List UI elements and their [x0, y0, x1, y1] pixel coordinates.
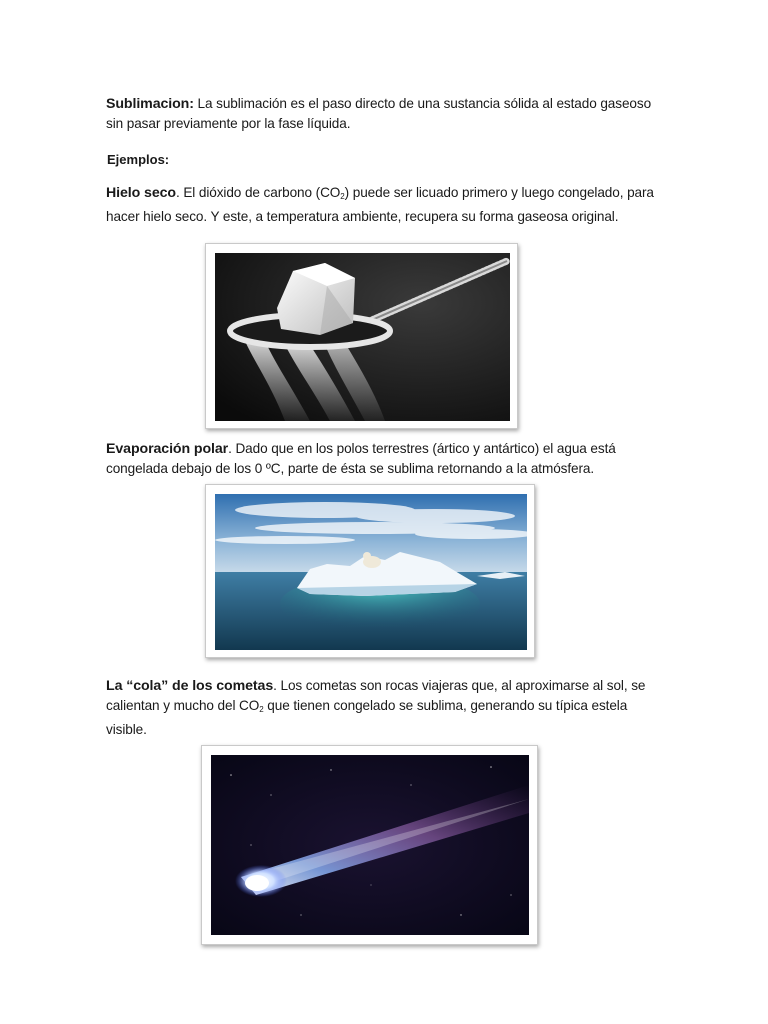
- example-title: La “cola” de los cometas: [106, 678, 274, 694]
- examples-heading: Ejemplos:: [107, 152, 170, 167]
- example-title: Hielo seco: [106, 185, 176, 201]
- example-text: que tienen congelado se sublima, generando su típica estela visible.: [106, 698, 628, 737]
- polar-photo-frame: [205, 484, 535, 658]
- intro-definition: La sublimación es el paso directo de una sustancia sólida al estado gaseoso sin pasar previamente por la fase líquida.: [106, 96, 652, 131]
- comet-photo-frame: [201, 745, 538, 945]
- subscript: 2: [259, 705, 264, 714]
- comet-photo: [211, 755, 529, 935]
- intro-term: Sublimacion:: [106, 96, 194, 112]
- example-title: Evaporación polar: [106, 441, 229, 457]
- example-comet-paragraph: [106, 676, 666, 740]
- example-dry-ice-paragraph: [106, 183, 666, 227]
- example-polar-paragraph: [106, 439, 666, 479]
- polar-photo: [215, 494, 527, 650]
- dry-ice-photo: [215, 253, 510, 421]
- intro-paragraph: [106, 94, 666, 134]
- example-text: . Los cometas son rocas viajeras que, al aproximarse al sol, se calientan y mucho del CO: [106, 678, 646, 713]
- example-text: . El dióxido de carbono (CO: [175, 185, 341, 200]
- example-text: . Dado que en los polos terrestres (ártico y antártico) el agua está congelada debajo de los 0 ºC, parte de ésta se sublima retornando a la atmósfera.: [106, 441, 616, 476]
- subscript: 2: [340, 192, 345, 201]
- dry-ice-photo-frame: [205, 243, 518, 429]
- example-text: ) puede ser licuado primero y luego congelado, para hacer hielo seco. Y este, a temperatura ambiente, recupera su forma gaseosa original.: [106, 185, 654, 224]
